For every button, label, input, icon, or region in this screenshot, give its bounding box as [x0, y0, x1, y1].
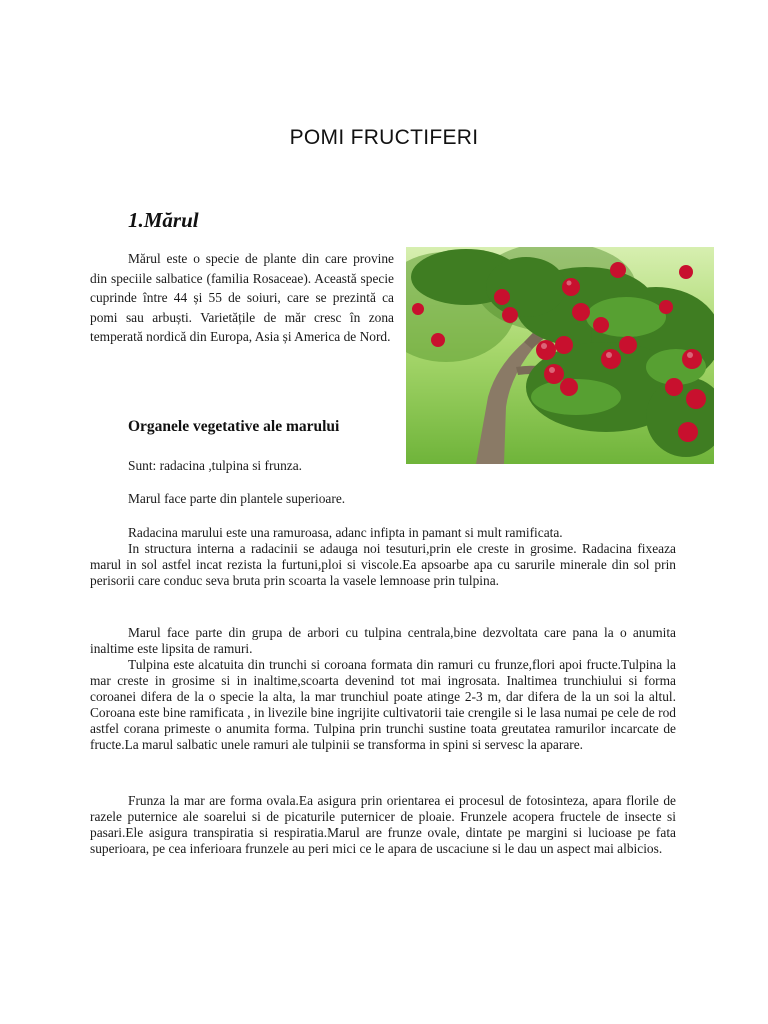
apple-tree-photo	[406, 247, 714, 464]
paragraph-parts: Sunt: radacina ,tulpina si frunza.	[128, 458, 303, 473]
apple-tree-illustration	[406, 247, 714, 464]
intro-paragraph: Mărul este o specie de plante din care provine din speciile salbatice (familia Rosaceae). Această specie cuprinde între 44 și 55 de soiuri, care se prezintă ca pomi sau arbuști. Varietățile de măr cresc în zona temperată nordică din Europa, Asia și America de Nord.	[90, 251, 394, 345]
paragraph-stem: Tulpina este alcatuita din trunchi si coroana formata din ramuri cu frunze,flori apoi fructe.Tulpina la mar creste in grosime si in inaltime,scoarta devenind tot mai ingrosata. Inaltimea trunchiului si forma coroanei difera de la o specie la alta, la mar trunchiul poate atinge 2-3 m, dar difera de la un soi la altul. Coroana este bine ramificata , in livezile bine ingrijite cultivatorii taie crengile si le lasa numai pe cele de rod astfel corana primeste o anumita forma. Tulpina prin trunchi sustine toata greutatea ramurilor incarcate de fructe.La marul salbatic unele ramuri ale tulpinii se transforma in spini si servesc la aparare.	[90, 657, 676, 752]
paragraph-leaf: Frunza la mar are forma ovala.Ea asigura prin orientarea ei procesul de fotosinteza, apara florile de razele puternice ale soarelui si de picaturile puternicer de ploaie. Frunzele acopera fructele de insecte si pasari.Ele asigura transpiratia si respiratia.Marul are frunze ovale, dintate pe margini si lucioase pe fata superioara, pe cea inferioara frunzele au peri mici ce le apara de uscaciune si le dau un aspect mai albicios.	[90, 793, 676, 856]
paragraph-stem-intro: Marul face parte din grupa de arbori cu tulpina centrala,bine dezvoltata care pana la o anumita inaltime este lipsita de ramuri.	[90, 625, 676, 656]
paragraph-superior: Marul face parte din plantele superioare.	[128, 491, 346, 506]
subheading: Organele vegetative ale marului	[128, 418, 340, 435]
page-title: POMI FRUCTIFERI	[289, 126, 479, 149]
paragraph-root: In structura interna a radacinii se adauga noi tesuturi,prin ele creste in grosime. Radacina fixeaza marul in sol astfel incat rezista la furtuni,ploi si viscole.Ea apsoarbe apa cu sarurile minerale din sol prin perisorii care conduc seva bruta prin scoarta la vasele lemnoase prin tulpina.	[90, 541, 676, 588]
section-heading: 1.Mărul	[128, 208, 199, 232]
paragraph-root-intro: Radacina marului este una ramuroasa, adanc infipta in pamant si mult ramificata.	[128, 525, 563, 540]
